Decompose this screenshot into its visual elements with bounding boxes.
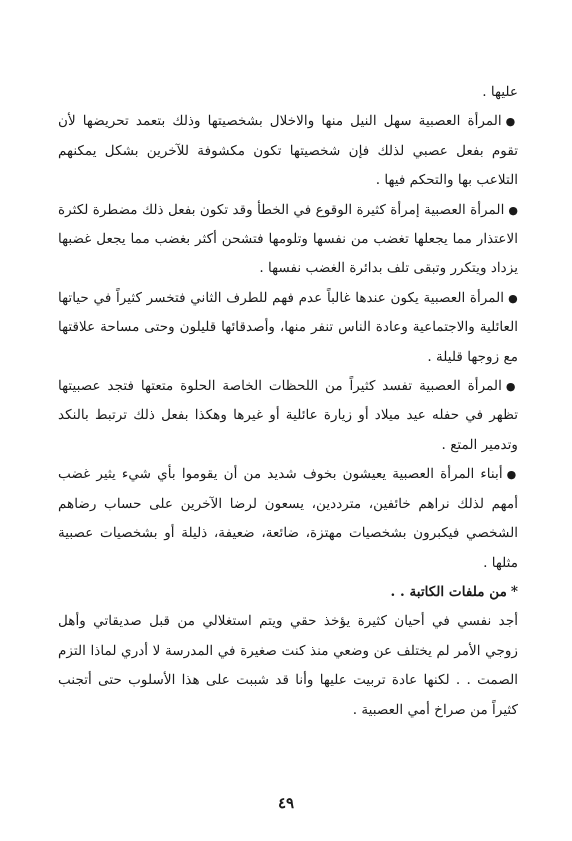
paragraph-4-text: المرأة العصبية تفسد كثيراً من اللحظات الخاصة الحلوة متعتها فتجد عصبيتها تظهر في حفله عيد ميلاد أو زيارة عائلية أو غيرها وهكذا بفعل ذلك ترتبط بالنكد وتدمير المتع .	[58, 378, 518, 453]
paragraph-3-text: المرأة العصبية يكون عندها غالباً عدم فهم للطرف الثاني فتخسر كثيراً في حياتها العائلية والاجتماعية وعادة الناس تنفر منها، وأصدقائها قليلون وحتى مساحة علاقتها مع زوجها قليلة .	[58, 289, 518, 365]
bullet-icon: ●	[505, 380, 518, 394]
section-heading	[58, 578, 518, 607]
paragraph-1	[58, 107, 518, 195]
paragraph-2	[58, 196, 518, 284]
paragraph-3	[58, 284, 518, 372]
bullet-icon: ●	[505, 115, 518, 129]
star-icon: *	[510, 583, 518, 600]
bullet-icon: ●	[508, 291, 518, 305]
page-body	[58, 78, 518, 725]
section-body	[58, 607, 518, 725]
paragraph-4	[58, 372, 518, 460]
paragraph-0	[58, 78, 518, 107]
paragraph-2-text: المرأة العصبية إمرأة كثيرة الوقوع في الخطأ وقد تكون بفعل ذلك مضطرة لكثرة الاعتذار مما يجعلها تغضب من نفسها وتلومها فتشحن أكثر بغضب مما يجعل غضبها يزداد ويتكرر وتبقى تلف بدائرة الغضب نفسها .	[58, 201, 518, 277]
paragraph-1-text: المرأة العصبية سهل النيل منها والاخلال بشخصيتها وذلك بتعمد تحريضها لأن تقوم بفعل عصبي لذلك فإن شخصيتها تكون مكشوفة للآخرين بشكل يمكنهم التلاعب بها والتحكم فيها .	[58, 113, 518, 189]
paragraph-5	[58, 460, 518, 578]
paragraph-5-text: أبناء المرأة العصبية يعيشون بخوف شديد من أن يقوموا بأي شيء يثير غضب أمهم لذلك نراهم خائفين، مترددين، يسعون لرضا الآخرين على حساب رضاهم الشخصي فيكبرون بشخصيات مهتزة، ضائعة، ضعيفة، ذليلة أو بشخصيات عصبية مثلها .	[58, 466, 518, 571]
bullet-icon: ●	[506, 468, 518, 482]
page-number: ٤٩	[277, 794, 295, 812]
section-body-text: أجد نفسي في أحيان كثيرة يؤخذ حقي ويتم استغلالي من قبل صديقاتي وأهل زوجي الأمر لم يختلف عن وضعي منذ كنت صغيرة في المدرسة لا أدري لماذا التزم الصمت . . لكنها عادة تربيت عليها وأنا قد شببت على هذا الأسلوب حتى أتجنب كثيراً من صراخ أمي العصبية .	[58, 613, 518, 718]
paragraph-0-text: عليها .	[482, 84, 518, 100]
bullet-icon: ●	[508, 203, 518, 217]
section-title: من ملفات الكاتبة . .	[390, 583, 507, 600]
